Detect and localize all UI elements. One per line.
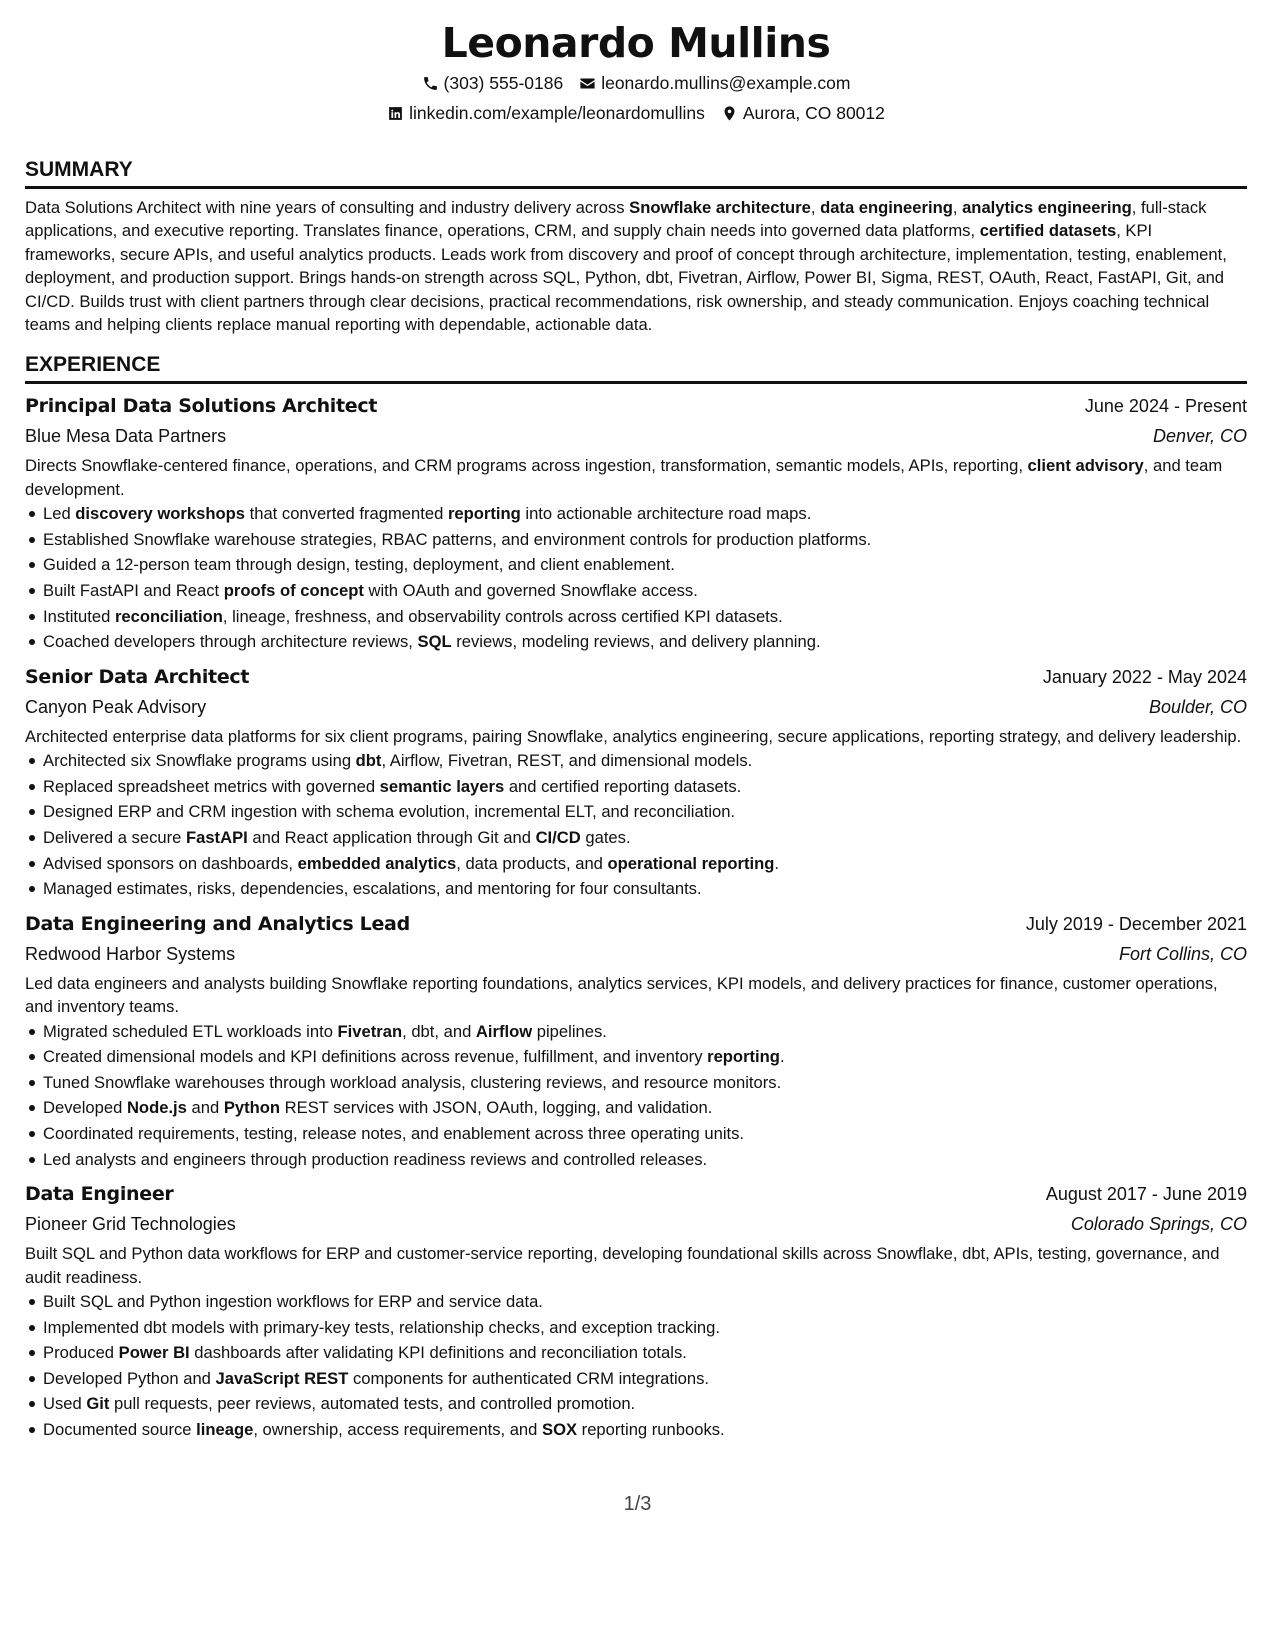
job-dates: June 2024 - Present: [1084, 396, 1247, 417]
job-dates: January 2022 - May 2024: [1042, 666, 1247, 687]
bullet-item: Developed Python and JavaScript REST components for authenticated CRM integrations.: [25, 1366, 1247, 1392]
summary-text: Data Solutions Architect with nine years of consulting and industry delivery across Snowflake architecture, data engineering, analytics engineering, full-stack applications, and executive reporting. Translates finance, operations, CRM, and supply chain needs into governed data platforms, certified datasets, KPI frameworks, secure APIs, and useful analytics products. Leads work from discovery and proof of concept through architecture, implementation, testing, enablement, deployment, and production support. Brings hands-on strength across SQL, Python, dbt, Fivetran, Airflow, Power BI, Sigma, REST, OAuth, React, FastAPI, Git, and CI/CD. Builds trust with client partners through clear decisions, practical recommendations, risk ownership, and steady communication. Enjoys coaching technical teams and helping clients replace manual reporting with dependable, actionable data.: [25, 198, 1227, 335]
bullet-item: Built FastAPI and React proofs of concept with OAuth and governed Snowflake access.: [25, 578, 1247, 604]
job-location: Boulder, CO: [1148, 696, 1247, 717]
bullet-item: Built SQL and Python ingestion workflows for ERP and service data.: [25, 1289, 1247, 1315]
company-name: Redwood Harbor Systems: [25, 943, 236, 964]
linkedin-contact[interactable]: [387, 98, 705, 128]
bullet-item: Managed estimates, risks, dependencies, escalations, and mentoring for four consultants.: [25, 876, 1247, 902]
bullet-item: Created dimensional models and KPI definitions across revenue, fulfillment, and inventory reporting.: [25, 1044, 1247, 1070]
bullet-item: Implemented dbt models with primary-key tests, relationship checks, and exception tracking.: [25, 1315, 1247, 1341]
job-title: Data Engineering and Analytics Lead: [25, 912, 410, 935]
job-entry: [25, 909, 1247, 1172]
job-title: Principal Data Solutions Architect: [25, 395, 378, 418]
bullet-item: Tuned Snowflake warehouses through workload analysis, clustering reviews, and resource monitors.: [25, 1070, 1247, 1096]
job-dates: August 2017 - June 2019: [1045, 1184, 1247, 1205]
bullet-item: Produced Power BI dashboards after validating KPI definitions and reconciliation totals.: [25, 1340, 1247, 1366]
home-location: Aurora, CO 80012: [742, 103, 885, 123]
job-title-row: [25, 391, 1247, 421]
email-address[interactable]: leonardo.mullins@example.com: [601, 73, 851, 93]
job-title-row: [25, 909, 1247, 939]
bullet-item: Delivered a secure FastAPI and React application through Git and CI/CD gates.: [25, 825, 1247, 851]
company-name: Blue Mesa Data Partners: [25, 426, 227, 447]
summary-heading: SUMMARY: [25, 157, 1247, 189]
envelope-icon: [579, 75, 596, 92]
job-bullets: [25, 1019, 1247, 1173]
company-name: Pioneer Grid Technologies: [25, 1214, 236, 1235]
summary-section: [25, 157, 1247, 336]
phone-contact: [422, 68, 564, 98]
bullet-item: Instituted reconciliation, lineage, freshness, and observability controls across certified KPI datasets.: [25, 604, 1247, 630]
email-contact[interactable]: [579, 68, 850, 98]
job-entry: [25, 391, 1247, 654]
experience-section: [25, 352, 1247, 1442]
bullet-item: Architected six Snowflake programs using dbt, Airflow, Fivetran, REST, and dimensional models.: [25, 748, 1247, 774]
bullet-item: Replaced spreadsheet metrics with governed semantic layers and certified reporting datasets.: [25, 774, 1247, 800]
resume-page: [25, 18, 1247, 1443]
bullet-item: Coached developers through architecture reviews, SQL reviews, modeling reviews, and delivery planning.: [25, 629, 1247, 655]
bullet-item: Migrated scheduled ETL workloads into Fivetran, dbt, and Airflow pipelines.: [25, 1019, 1247, 1045]
job-title-row: [25, 662, 1247, 692]
job-company-row: [25, 421, 1247, 451]
contact-line-1: [25, 68, 1247, 98]
job-title-row: [25, 1179, 1247, 1209]
bullet-item: Guided a 12-person team through design, testing, deployment, and client enablement.: [25, 552, 1247, 578]
job-bullets: [25, 748, 1247, 902]
bullet-item: Documented source lineage, ownership, access requirements, and SOX reporting runbooks.: [25, 1417, 1247, 1443]
linkedin-icon: [387, 105, 404, 122]
phone-number: (303) 555-0186: [443, 73, 564, 93]
company-name: Canyon Peak Advisory: [25, 696, 207, 717]
job-list: [25, 391, 1247, 1442]
job-location: Fort Collins, CO: [1118, 943, 1247, 964]
job-entry: [25, 662, 1247, 902]
job-description: Directs Snowflake-centered finance, operations, and CRM programs across ingestion, transformation, semantic models, APIs, reporting, client advisory, and team development.: [25, 456, 1223, 499]
map-pin-icon: [721, 105, 738, 122]
phone-icon: [422, 75, 439, 92]
bullet-item: Led analysts and engineers through production readiness reviews and controlled releases.: [25, 1147, 1247, 1173]
bullet-item: Used Git pull requests, peer reviews, automated tests, and controlled promotion.: [25, 1391, 1247, 1417]
job-title: Data Engineer: [25, 1183, 174, 1206]
job-description: Built SQL and Python data workflows for ERP and customer-service reporting, developing foundational skills across Snowflake, dbt, APIs, testing, governance, and audit readiness.: [25, 1244, 1220, 1287]
job-entry: [25, 1179, 1247, 1442]
bullet-item: Developed Node.js and Python REST services with JSON, OAuth, logging, and validation.: [25, 1095, 1247, 1121]
job-company-row: [25, 939, 1247, 969]
job-title: Senior Data Architect: [25, 665, 250, 688]
job-company-row: [25, 692, 1247, 722]
page-number: 1/3: [623, 1493, 652, 1515]
resume-header: [25, 18, 1247, 128]
bullet-item: Advised sponsors on dashboards, embedded analytics, data products, and operational reporting.: [25, 851, 1247, 877]
bullet-item: Coordinated requirements, testing, release notes, and enablement across three operating units.: [25, 1121, 1247, 1147]
job-description: Led data engineers and analysts building Snowflake reporting foundations, analytics services, KPI models, and delivery practices for finance, customer operations, and inventory teams.: [25, 973, 1218, 1017]
bullet-item: Led discovery workshops that converted fragmented reporting into actionable architecture road maps.: [25, 501, 1247, 527]
job-location: Denver, CO: [1152, 426, 1247, 447]
experience-heading: EXPERIENCE: [25, 352, 1247, 384]
job-dates: July 2019 - December 2021: [1025, 913, 1247, 934]
contact-line-2: [25, 98, 1247, 128]
job-location: Colorado Springs, CO: [1070, 1214, 1247, 1235]
job-company-row: [25, 1209, 1247, 1239]
job-bullets: [25, 501, 1247, 655]
job-description: Architected enterprise data platforms for six client programs, pairing Snowflake, analytics engineering, secure applications, reporting strategy, and delivery leadership.: [25, 726, 1242, 746]
bullet-item: Established Snowflake warehouse strategies, RBAC patterns, and environment controls for production platforms.: [25, 527, 1247, 553]
location-contact: [721, 98, 885, 128]
linkedin-url[interactable]: linkedin.com/example/leonardomullins: [409, 103, 705, 123]
job-bullets: [25, 1289, 1247, 1443]
candidate-name: Leonardo Mullins: [441, 19, 831, 67]
bullet-item: Designed ERP and CRM ingestion with schema evolution, incremental ELT, and reconciliation.: [25, 799, 1247, 825]
